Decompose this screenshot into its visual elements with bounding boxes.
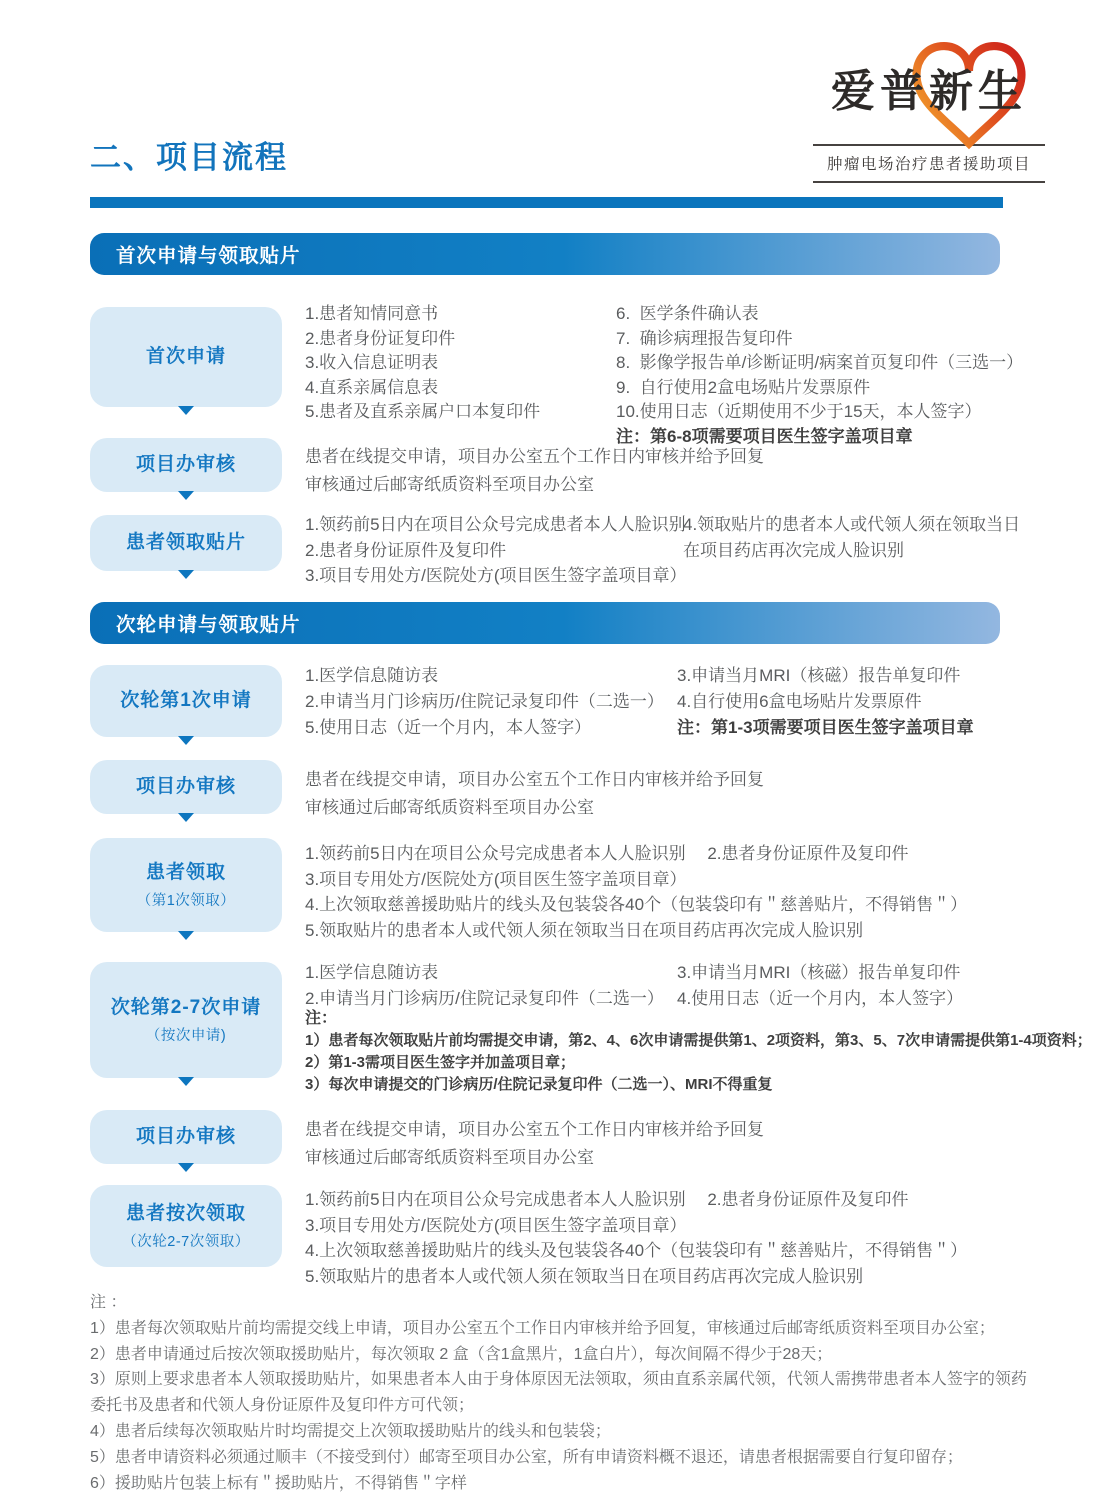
doc-item: 7. 确诊病理报告复印件 [616,328,793,348]
doc-note: 注：第6-8项需要项目医生签字盖项目章 [616,426,913,446]
doc-item: 4.领取贴片的患者本人或代领人须在领取当日 [683,515,1021,534]
doc-item: 1.领药前5日内在项目公众号完成患者本人人脸识别 2.患者身份证原件及复印件 [305,844,909,863]
footer-note-item: 2）患者申请通过后按次领取援助贴片，每次领取 2 盒（含1盒黑片，1盒白片），每次间隔不得少于28天； [90,1345,833,1363]
doc-item: 5.领取贴片的患者本人或代领人须在领取当日在项目药店再次完成人脸识别 [305,920,864,940]
doc-item: 6. 医学条件确认表 [616,304,759,323]
collect-doc-list-left [305,512,687,589]
doc-item: 2.申请当月门诊病历/住院记录复印件（二选一） [305,692,664,711]
review-line: 审核通过后邮寄纸质资料至项目办公室 [305,1147,594,1167]
first-apply-doc-list-right [616,302,1023,450]
section2-banner: 次轮申请与领取贴片 [90,602,1000,644]
doc-item: 3.申请当月MRI（核磁）报告单复印件 [677,666,961,685]
logo-divider-bottom [813,181,1045,183]
doc-item: 3.项目专用处方/医院处方(项目医生签字盖项目章） [305,1215,687,1235]
review-line: 审核通过后邮寄纸质资料至项目办公室 [305,797,594,817]
doc-item: 3.收入信息证明表 [305,353,439,373]
step-sublabel: （次轮2-7次领取） [122,1233,250,1250]
step-office-review-1 [90,438,282,492]
review-description-1 [305,443,764,498]
step-patient-collect-1st [90,838,282,932]
arrow-down-icon [178,1163,194,1172]
step-label: 患者按次领取 [125,1202,246,1224]
step-label: 项目办审核 [135,776,236,797]
step-label: 患者领取 [145,861,226,883]
doc-item: 5.领取贴片的患者本人或代领人须在领取当日在项目药店再次完成人脸识别 [305,1266,864,1286]
doc-item: 2.患者身份证复印件 [305,328,456,348]
step-sublabel: （第1次领取） [136,892,236,909]
program-logo [811,40,1047,183]
first-apply-doc-list-left [305,302,540,425]
arrow-down-icon [178,491,194,500]
round2-apply1-list-left [305,663,664,741]
doc-item: 4.直系亲属信息表 [305,377,439,397]
footer-notes-title: 注 ： [90,1294,127,1311]
step-patient-collect [90,515,282,571]
note-item: 3）每次申请提交的门诊病历/住院记录复印件（二选一）、MRI不得重复 [305,1076,773,1093]
doc-item: 2.患者身份证原件及复印件 [305,540,507,560]
doc-item: 4.上次领取慈善援助贴片的线头及包装袋各40个（包装袋印有＂慈善贴片，不得销售＂） [305,1241,968,1260]
round2-apply1-list-right [677,663,974,741]
step-label: 次轮第2-7次申请 [110,996,262,1018]
round2-apply27-list-left [305,960,664,1012]
doc-item: 1.医学信息随访表 [305,963,439,982]
collect-doc-list-right [683,512,1020,563]
section1-banner: 首次申请与领取贴片 [90,233,1000,275]
step-round2-apply2-7 [90,962,282,1078]
doc-item: 8. 影像学报告单/诊断证明/病案首页复印件（三选一） [616,353,1024,373]
doc-item: 5.使用日志（近一个月内，本人签字） [305,718,592,737]
footer-note-item: 4）患者后续每次领取贴片时均需提交上次领取援助贴片的线头和包装袋； [90,1422,611,1440]
doc-item: 1.领药前5日内在项目公众号完成患者本人人脸识别 2.患者身份证原件及复印件 [305,1190,909,1209]
doc-item: 10.使用日志（近期使用不少于15天，本人签字） [616,402,982,422]
review-line: 患者在线提交申请，项目办公室五个工作日内审核并给予回复 [305,1120,764,1139]
round2-apply27-notes [305,1008,1092,1096]
review-description-3 [305,1116,764,1171]
title-divider-bar [90,197,1003,208]
step-label: 次轮第1次申请 [120,690,252,711]
doc-item: 5.患者及直系亲属户口本复印件 [305,402,541,422]
arrow-down-icon [178,736,194,745]
arrow-down-icon [178,931,194,940]
review-line: 审核通过后邮寄纸质资料至项目办公室 [305,474,594,494]
review-description-2 [305,766,764,821]
footer-note-item: 5）患者申请资料必须通过顺丰（不接受到付）邮寄至项目办公室，所有申请资料概不退还，请患者根据需要自行复印留存； [90,1448,963,1466]
collect-1st-list [305,841,967,943]
note-item: 2）第1-3需项目医生签字并加盖项目章； [305,1054,576,1071]
step-first-apply [90,307,282,407]
collect-per-time-list [305,1187,967,1289]
arrow-down-icon [178,406,194,415]
page-title: 二、项目流程 [90,140,288,175]
brand-tagline: 肿瘤电场治疗患者援助项目 [826,156,1031,173]
step-round2-apply1 [90,665,282,737]
doc-item: 1.患者知情同意书 [305,304,439,323]
footer-note-item: 1）患者每次领取贴片前均需提交线上申请，项目办公室五个工作日内审核并给予回复，审核通过后邮寄纸质资料至项目办公室； [90,1319,995,1337]
doc-item: 4.上次领取慈善援助贴片的线头及包装袋各40个（包装袋印有＂慈善贴片，不得销售＂） [305,895,968,914]
step-label: 患者领取贴片 [125,532,246,553]
brand-name: 爱普新生 [831,67,1027,116]
step-label: 项目办审核 [135,454,236,475]
doc-item: 2.申请当月门诊病历/住院记录复印件（二选一） [305,989,664,1008]
doc-item: 在项目药店再次完成人脸识别 [683,540,904,560]
review-line: 患者在线提交申请，项目办公室五个工作日内审核并给予回复 [305,447,764,466]
footer-note-item: 6）援助贴片包装上标有＂援助贴片，不得销售＂字样 [90,1474,467,1492]
doc-item: 3.项目专用处方/医院处方(项目医生签字盖项目章） [305,869,687,889]
footer-notes [90,1290,1028,1496]
step-patient-collect-per-time [90,1185,282,1267]
doc-item: 3.项目专用处方/医院处方(项目医生签字盖项目章） [305,566,687,585]
step-label: 首次申请 [145,346,226,367]
step-label: 项目办审核 [135,1126,236,1147]
review-line: 患者在线提交申请，项目办公室五个工作日内审核并给予回复 [305,770,764,789]
doc-item: 1.领药前5日内在项目公众号完成患者本人人脸识别 [305,515,686,534]
arrow-down-icon [178,813,194,822]
note-item: 1）患者每次领取贴片前均需提交申请，第2、4、6次申请需提供第1、2项资料，第3、5、7次申请需提供第1-4项资料； [305,1032,1092,1049]
step-sublabel: （按次申请) [145,1027,227,1044]
doc-item: 9. 自行使用2盒电场贴片发票原件 [616,377,871,397]
doc-item: 4.自行使用6盒电场贴片发票原件 [677,692,922,711]
round2-apply27-list-right [677,960,963,1012]
step-office-review-3 [90,1110,282,1164]
footer-note-item: 3）原则上要求患者本人领取援助贴片，如果患者本人由于身体原因无法领取，须由直系亲属代领，代领人需携带患者本人签字的领药委托书及患者和代领人身份证原件及复印件方可代领； [90,1371,1027,1415]
step-office-review-2 [90,760,282,814]
arrow-down-icon [178,1077,194,1086]
notes-title: 注： [305,1010,338,1027]
doc-item: 1.医学信息随访表 [305,666,439,685]
doc-item: 4.使用日志（近一个月内，本人签字） [677,989,964,1008]
doc-note: 注：第1-3项需要项目医生签字盖项目章 [677,718,974,737]
arrow-down-icon [178,570,194,579]
doc-item: 3.申请当月MRI（核磁）报告单复印件 [677,963,961,982]
